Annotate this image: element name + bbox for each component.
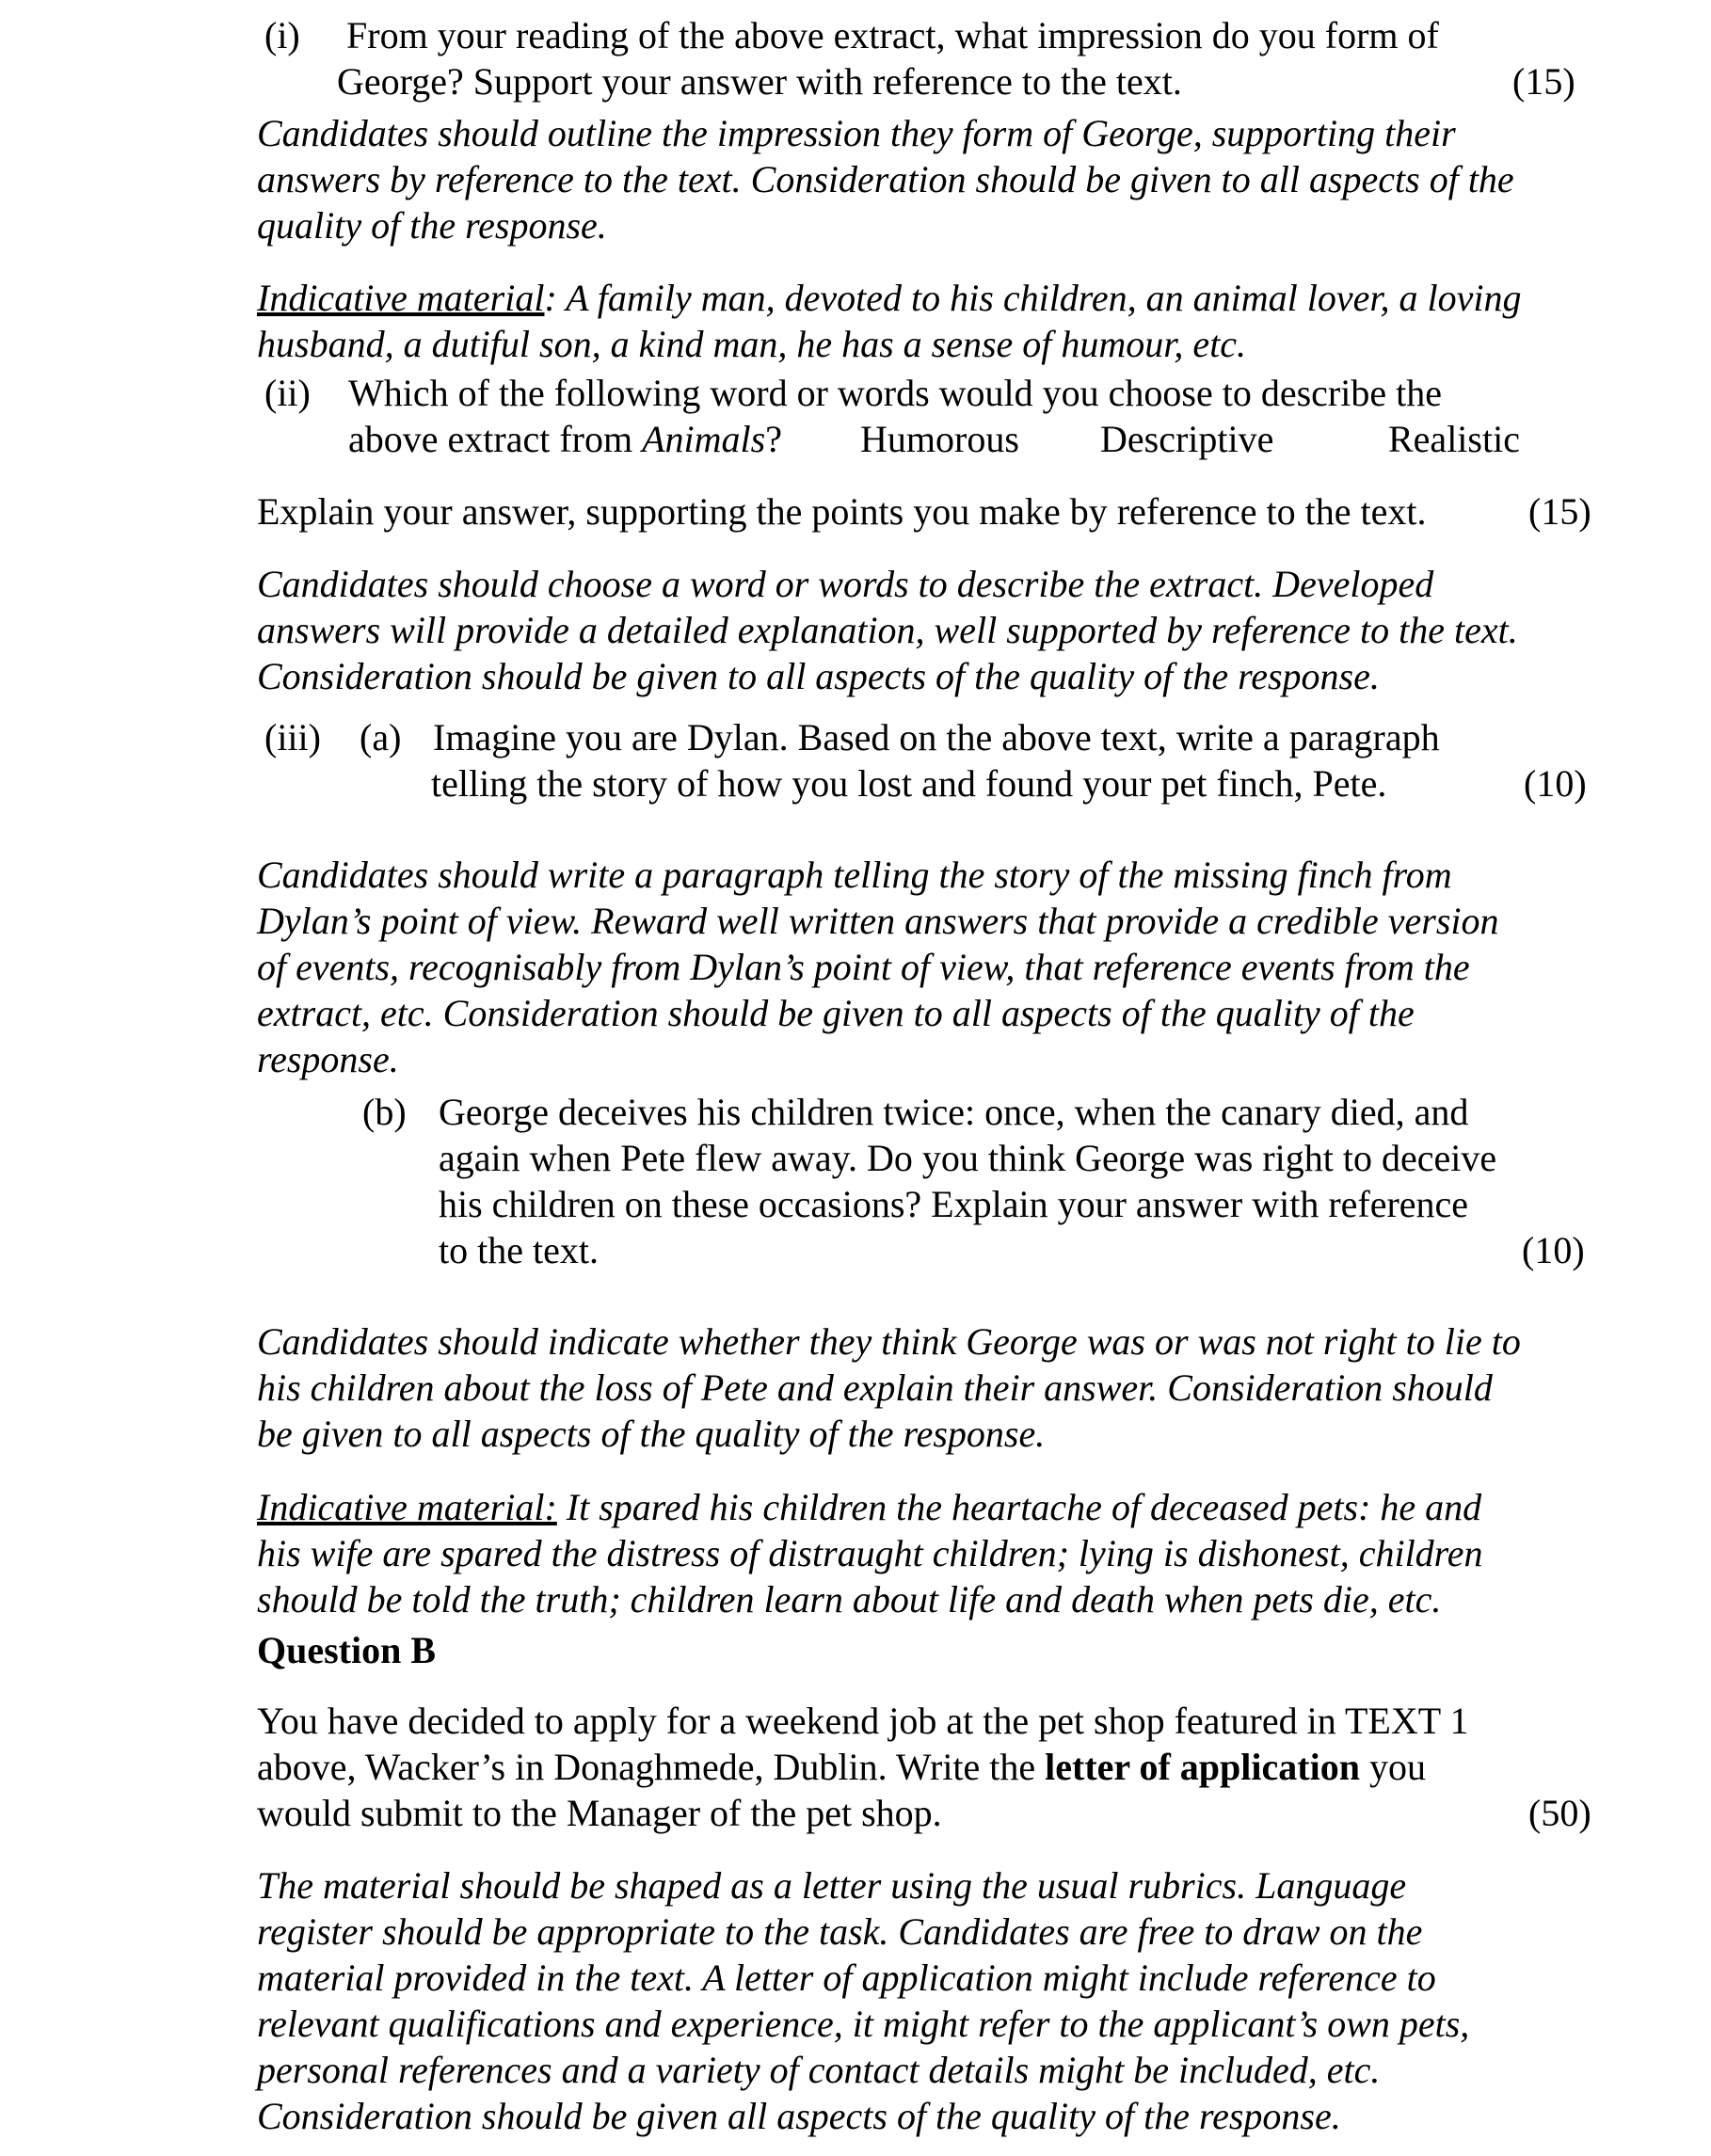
question-iii-b-marks: (10) <box>1522 1229 1585 1271</box>
question-b-marks: (50) <box>1528 1792 1591 1834</box>
question-iii-label: (iii) <box>264 716 321 759</box>
question-b-line1: You have decided to apply for a weekend job at the pet shop featured in TEXT 1 <box>257 1700 1469 1742</box>
question-iii-a-guidance-2: Dylan’s point of view. Reward well written answers that provide a credible version <box>257 900 1499 942</box>
question-ii-line2 <box>348 416 782 462</box>
question-i-marks: (15) <box>1512 60 1575 103</box>
question-b-guidance-5: personal references and a variety of contact details might be included, etc. <box>257 2049 1381 2091</box>
question-b-heading: Question B <box>257 1629 437 1671</box>
question-i-guidance-1: Candidates should outline the impression they form of George, supporting their <box>257 112 1456 154</box>
question-i-line1: From your reading of the above extract, what impression do you form of <box>346 14 1439 56</box>
question-iii-b-line2: again when Pete flew away. Do you think George was right to deceive <box>439 1137 1497 1179</box>
letter-of-application: letter of application <box>1045 1746 1360 1788</box>
question-iii-a-guidance-1: Candidates should write a paragraph telling the story of the missing finch from <box>257 854 1452 896</box>
indicative-colon: : <box>544 277 557 319</box>
question-iii-b-label: (b) <box>362 1091 407 1133</box>
question-i-line2: George? Support your answer with reference to the text. <box>337 60 1182 103</box>
indicative-label: Indicative material <box>257 277 545 319</box>
question-iii-a-marks: (10) <box>1524 762 1587 805</box>
question-iii-a-line1: Imagine you are Dylan. Based on the above text, write a paragraph <box>433 716 1440 759</box>
question-iii-a-guidance-4: extract, etc. Consideration should be given to all aspects of the quality of the <box>257 992 1415 1034</box>
question-b-guidance-4: relevant qualifications and experience, it might refer to the applicant’s own pets, <box>257 2003 1470 2045</box>
option-humorous: Humorous <box>860 418 1019 460</box>
question-ii-guidance-3: Consideration should be given to all aspects of the quality of the response. <box>257 655 1380 697</box>
option-realistic: Realistic <box>1388 418 1520 460</box>
question-iii-a-line2: telling the story of how you lost and found your pet finch, Pete. <box>431 762 1387 805</box>
indicative-line1: A family man, devoted to his children, an animal lover, a loving <box>556 277 1522 319</box>
question-b-guidance-6: Consideration should be given all aspects of the quality of the response. <box>257 2095 1341 2137</box>
indicative-label-b: Indicative material: <box>257 1486 557 1528</box>
question-i-indicative-2: husband, a dutiful son, a kind man, he has a sense of humour, etc. <box>257 323 1247 365</box>
indicative-b-line1: It spared his children the heartache of deceased pets: he and <box>556 1486 1482 1528</box>
line2-prefix: above extract from <box>348 418 643 460</box>
question-b-guidance-2: register should be appropriate to the task. Candidates are free to draw on the <box>257 1910 1423 1953</box>
question-iii-a-guidance-3: of events, recognisably from Dylan’s point of view, that reference events from the <box>257 946 1470 988</box>
option-descriptive: Descriptive <box>1100 418 1274 460</box>
question-i-indicative <box>257 275 1521 321</box>
question-i-label: (i) <box>264 14 300 56</box>
question-i-guidance-2: answers by reference to the text. Consideration should be given to all aspects of the <box>257 158 1514 200</box>
question-ii-guidance-2: answers will provide a detailed explanation, well supported by reference to the text. <box>257 609 1518 651</box>
question-b-line2 <box>257 1744 1426 1790</box>
question-i-guidance-3: quality of the response. <box>257 204 607 247</box>
question-b-guidance-1: The material should be shaped as a letter using the usual rubrics. Language <box>257 1864 1407 1907</box>
question-ii-marks: (15) <box>1528 490 1591 533</box>
question-b-guidance-3: material provided in the text. A letter of application might include reference to <box>257 1956 1436 1999</box>
question-iii-a-guidance-5: response. <box>257 1038 399 1080</box>
question-iii-b-guidance-1: Candidates should indicate whether they think George was or was not right to lie to <box>257 1320 1521 1363</box>
question-ii-explain: Explain your answer, supporting the points you make by reference to the text. <box>257 490 1427 533</box>
question-b-line2-suffix: you <box>1359 1746 1426 1788</box>
question-ii-guidance-1: Candidates should choose a word or words to describe the extract. Developed <box>257 563 1434 605</box>
question-iii-b-guidance-3: be given to all aspects of the quality of the response. <box>257 1413 1046 1455</box>
question-iii-b-line1: George deceives his children twice: once, when the canary died, and <box>439 1091 1469 1133</box>
animals-title: Animals <box>642 418 766 460</box>
question-iii-b-line4: to the text. <box>439 1229 599 1271</box>
question-b-line2-prefix: above, Wacker’s in Donaghmede, Dublin. Write the <box>257 1746 1046 1788</box>
question-iii-a-label: (a) <box>360 716 402 759</box>
question-iii-b-line3: his children on these occasions? Explain your answer with reference <box>439 1183 1469 1225</box>
question-ii-line1: Which of the following word or words would you choose to describe the <box>348 372 1442 414</box>
question-ii-label: (ii) <box>264 372 311 414</box>
question-b-line3: would submit to the Manager of the pet shop. <box>257 1792 942 1834</box>
question-iii-b-guidance-2: his children about the loss of Pete and explain their answer. Consideration should <box>257 1366 1493 1409</box>
line2-suffix: ? <box>765 418 782 460</box>
question-iii-b-indicative-2: his wife are spared the distress of distraught children; lying is dishonest, children <box>257 1532 1483 1574</box>
question-iii-b-indicative-3: should be told the truth; children learn about life and death when pets die, etc. <box>257 1578 1442 1621</box>
question-iii-b-indicative <box>257 1484 1481 1530</box>
